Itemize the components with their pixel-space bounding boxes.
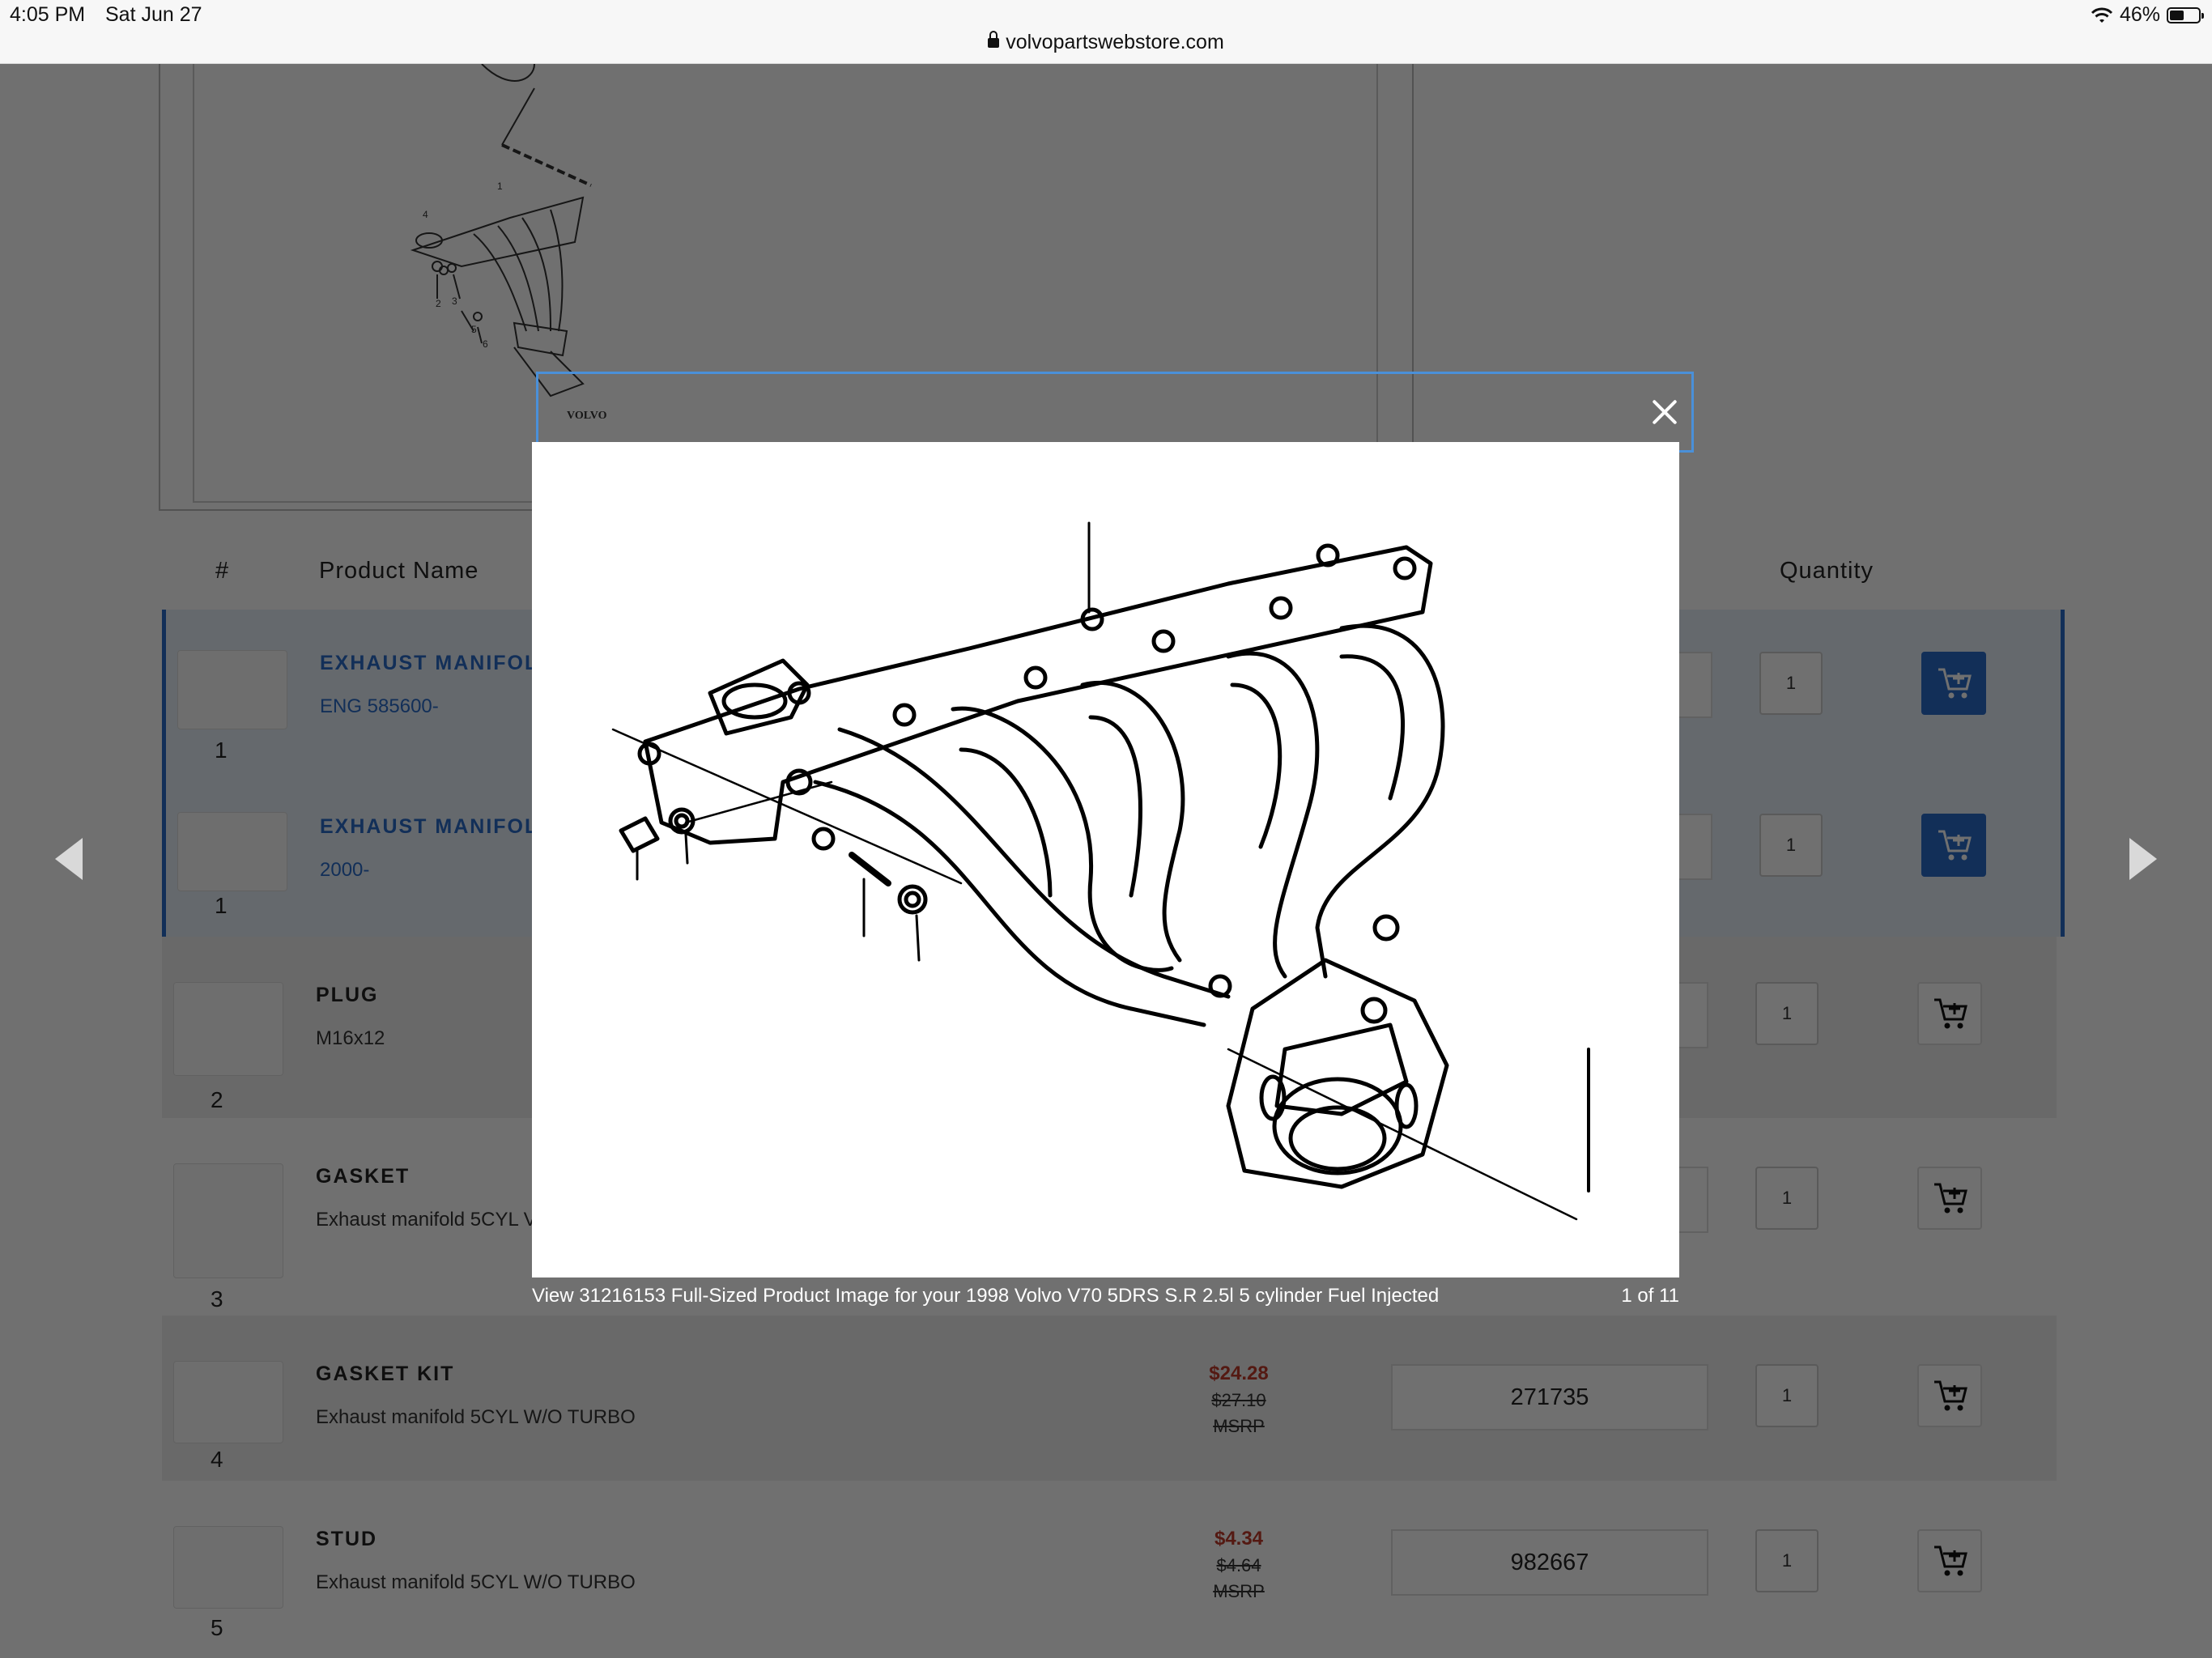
- full-size-product-image: [532, 442, 1679, 1278]
- status-right: [2091, 3, 2201, 27]
- chevron-right-icon[interactable]: [2129, 838, 2157, 880]
- lightbox-toolbar: [536, 372, 1694, 453]
- lock-icon: [988, 38, 999, 48]
- status-date: Sat Jun 27: [105, 3, 202, 26]
- wifi-icon: [2091, 6, 2113, 24]
- status-bar: [0, 0, 2212, 64]
- exhaust-manifold-illustration: [532, 442, 1679, 1278]
- image-caption: View 31216153 Full-Sized Product Image for your 1998 Volvo V70 5DRS S.R 2.5l 5 cylinder Fuel Injected: [532, 1285, 1440, 1307]
- status-time: 4:05 PM: [10, 3, 86, 26]
- close-icon[interactable]: [1648, 396, 1681, 428]
- battery-icon: [2167, 7, 2201, 23]
- image-counter: 1 of 11: [1621, 1285, 1679, 1307]
- url-bar[interactable]: [0, 31, 2212, 54]
- chevron-left-icon[interactable]: [55, 838, 83, 880]
- url-text: volvopartswebstore.com: [1006, 31, 1224, 53]
- battery-percent: 46%: [2119, 3, 2160, 26]
